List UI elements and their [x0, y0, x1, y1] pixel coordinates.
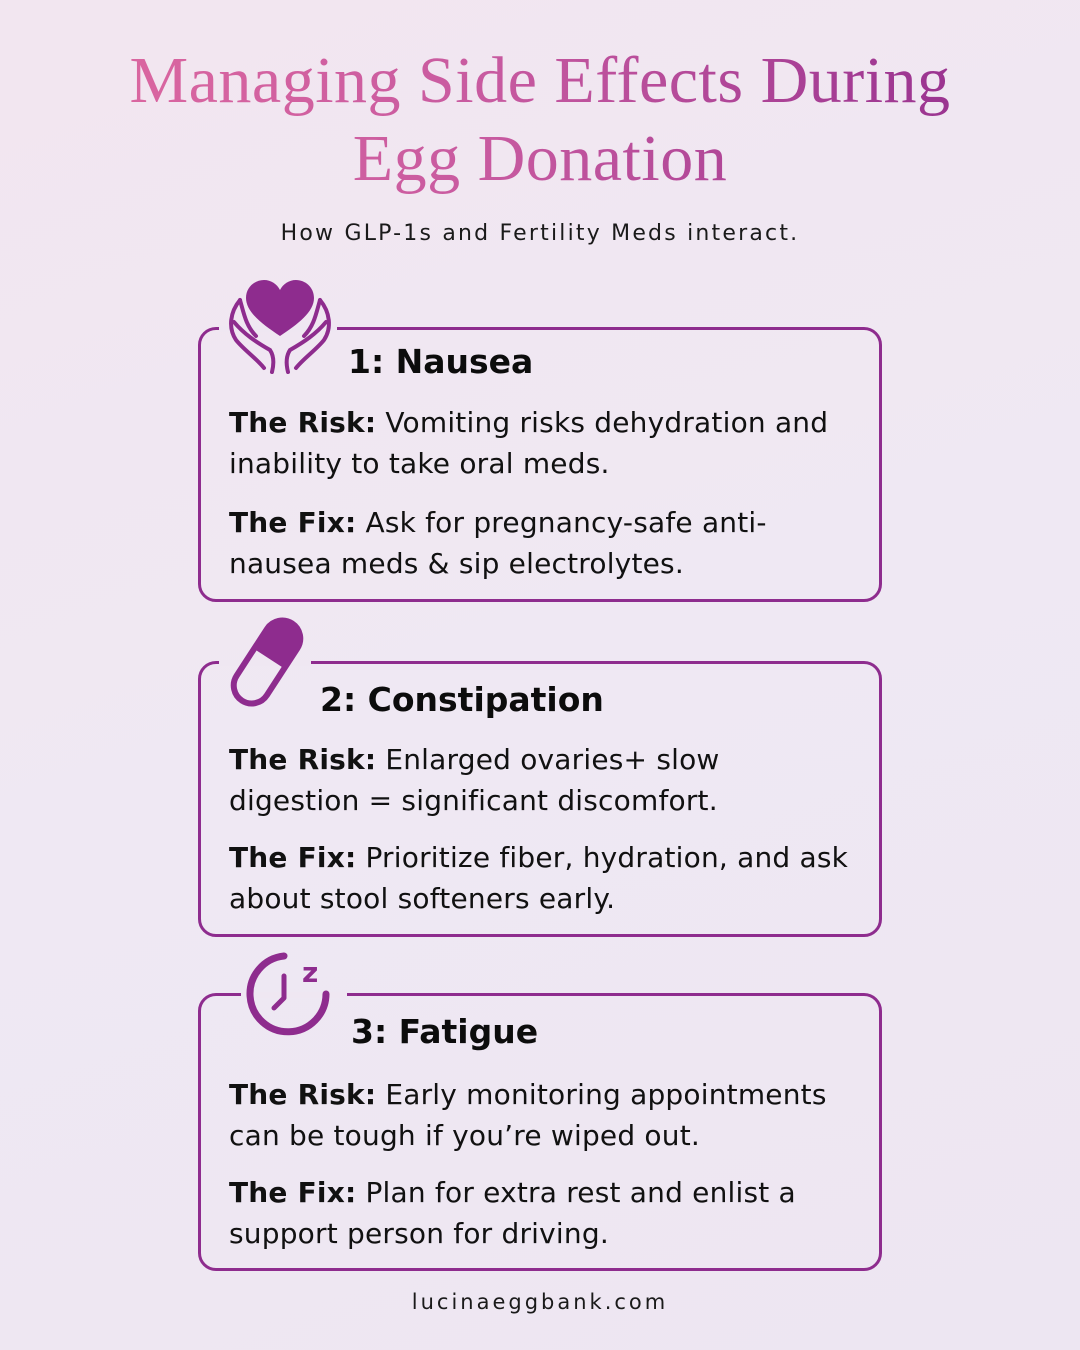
risk-body: Vomiting risks dehydration and inability to take oral meds. — [229, 406, 829, 480]
fix-label: The Fix: — [229, 841, 357, 874]
title-line-2: Egg Donation — [352, 122, 728, 195]
card-title: 1: Nausea — [348, 342, 534, 381]
risk-label: The Risk: — [229, 743, 377, 776]
clock-sleep-icon — [244, 948, 336, 1038]
page-title — [0, 42, 1080, 198]
svg-text:z: z — [302, 956, 319, 989]
fix-text — [229, 1172, 859, 1254]
risk-text — [229, 402, 859, 484]
risk-label: The Risk: — [229, 406, 377, 439]
hands-holding-heart-icon — [222, 278, 338, 378]
risk-body: Enlarged ovaries+ slow digestion = significant discomfort. — [229, 743, 720, 817]
website-link[interactable]: lucinaeggbank.com — [411, 1290, 669, 1314]
risk-text — [229, 1074, 859, 1156]
title-line-1: Managing Side Effects During — [129, 44, 951, 117]
fix-text — [229, 837, 859, 919]
card-title: 3: Fatigue — [351, 1012, 539, 1051]
card-title: 2: Constipation — [320, 680, 604, 719]
risk-label: The Risk: — [229, 1078, 377, 1111]
risk-body: Early monitoring appointments can be tough if you’re wiped out. — [229, 1078, 827, 1152]
pill-capsule-icon — [222, 612, 312, 712]
fix-label: The Fix: — [229, 1176, 357, 1209]
subtitle: How GLP-1s and Fertility Meds interact. — [280, 221, 800, 246]
fix-body: Ask for pregnancy-safe anti-nausea meds & sip electrolytes. — [229, 506, 767, 580]
fix-body: Plan for extra rest and enlist a support person for driving. — [229, 1176, 796, 1250]
risk-text — [229, 739, 859, 821]
fix-text — [229, 502, 859, 584]
fix-body: Prioritize fiber, hydration, and ask about stool softeners early. — [229, 841, 849, 915]
fix-label: The Fix: — [229, 506, 357, 539]
